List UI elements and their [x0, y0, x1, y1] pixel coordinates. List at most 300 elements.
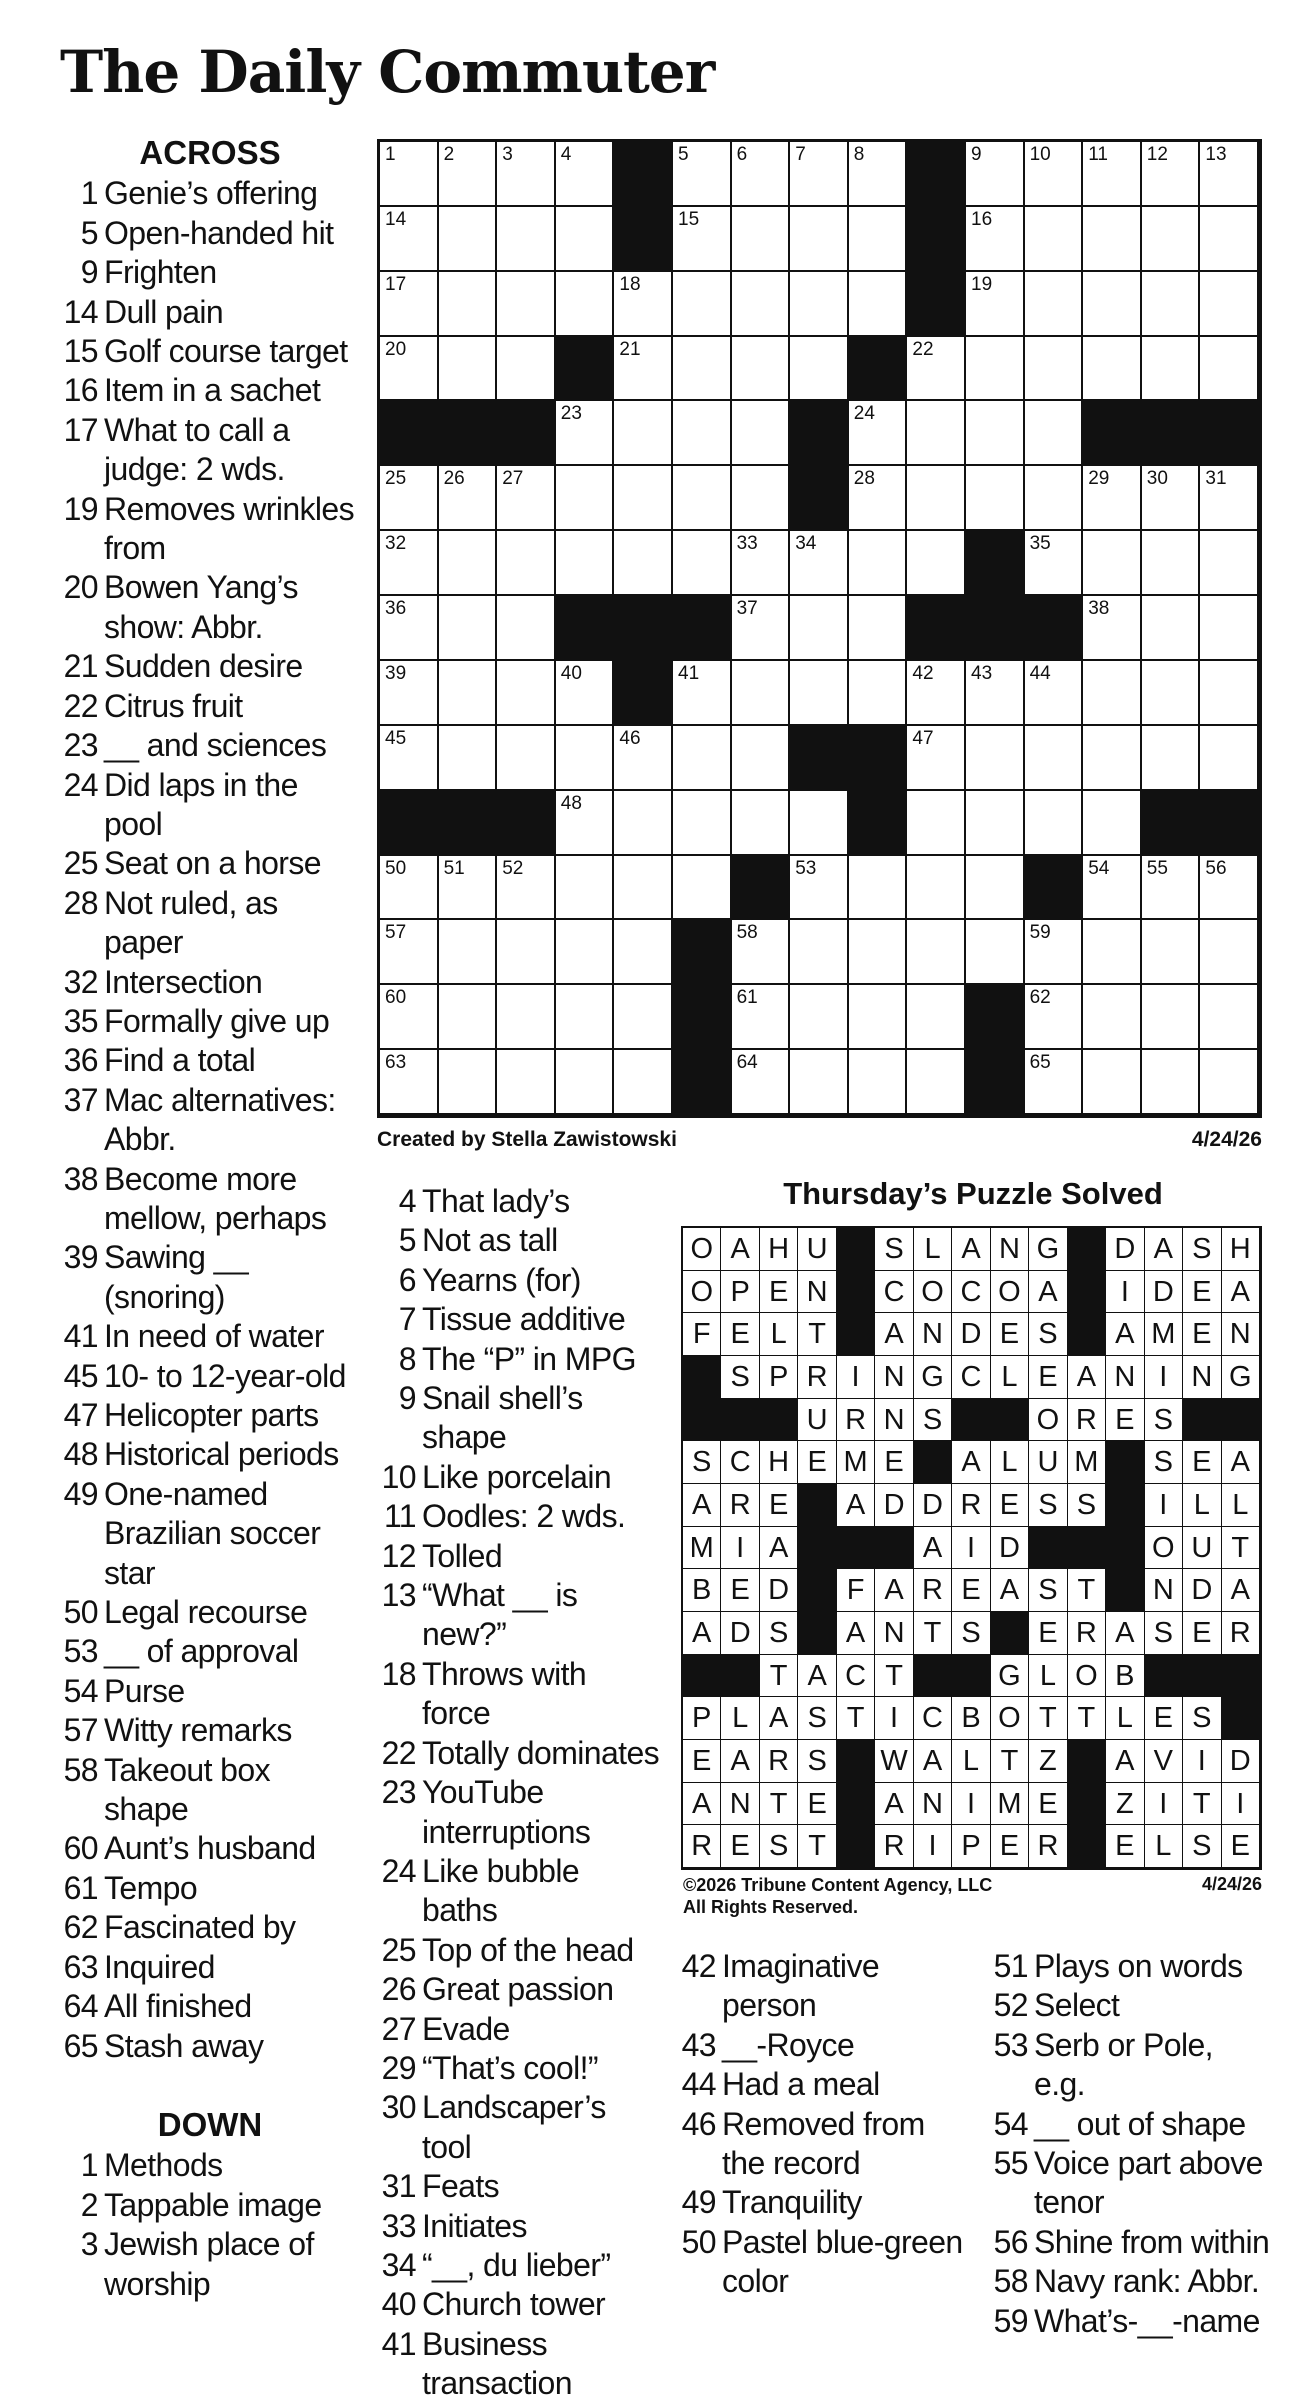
clue	[370, 1300, 660, 1339]
grid-cell[interactable]	[497, 466, 556, 531]
grid-cell[interactable]	[1025, 142, 1084, 207]
grid-cell[interactable]	[673, 856, 732, 921]
grid-cell[interactable]	[497, 856, 556, 921]
copyright-date: 4/24/26	[1201, 1874, 1262, 1894]
solved-cell: S	[1183, 1825, 1221, 1868]
crossword-grid[interactable]	[377, 139, 1262, 1118]
grid-cell[interactable]	[732, 985, 791, 1050]
grid-cell[interactable]	[614, 726, 673, 791]
grid-cell[interactable]	[1142, 207, 1201, 272]
grid-cell[interactable]	[556, 1050, 615, 1115]
grid-cell[interactable]	[556, 920, 615, 985]
grid-cell[interactable]	[849, 531, 908, 596]
grid-cell[interactable]	[1025, 920, 1084, 985]
solved-cell: E	[1183, 1441, 1221, 1484]
grid-cell[interactable]	[1200, 207, 1259, 272]
grid-cell[interactable]	[849, 272, 908, 337]
grid-cell[interactable]	[790, 920, 849, 985]
grid-cell[interactable]	[907, 531, 966, 596]
solved-cell: L	[721, 1697, 759, 1740]
grid-cell[interactable]	[1083, 596, 1142, 661]
grid-cell[interactable]	[673, 466, 732, 531]
grid-cell[interactable]	[849, 142, 908, 207]
solved-cell: L	[1222, 1484, 1260, 1527]
solved-block	[1068, 1527, 1106, 1570]
grid-cell[interactable]	[966, 337, 1025, 402]
solved-cell: G	[1029, 1228, 1067, 1271]
grid-cell[interactable]	[380, 466, 439, 531]
grid-cell[interactable]	[1200, 985, 1259, 1050]
grid-cell[interactable]	[556, 661, 615, 726]
solved-cell: S	[1029, 1484, 1067, 1527]
grid-cell[interactable]	[614, 272, 673, 337]
grid-cell[interactable]	[1142, 337, 1201, 402]
grid-cell[interactable]	[673, 272, 732, 337]
down-clues-column-1	[60, 2105, 360, 2304]
grid-cell[interactable]	[907, 466, 966, 531]
cell-number: 26	[443, 468, 465, 490]
clue	[370, 2285, 660, 2324]
grid-cell[interactable]	[497, 337, 556, 402]
grid-cell[interactable]	[732, 142, 791, 207]
grid-cell[interactable]	[380, 856, 439, 921]
grid-cell[interactable]	[497, 142, 556, 207]
cell-number: 28	[853, 468, 875, 490]
grid-cell[interactable]	[732, 401, 791, 466]
clue-text: __ out of shape	[1034, 2105, 1246, 2142]
grid-cell[interactable]	[1200, 466, 1259, 531]
grid-cell[interactable]	[1083, 791, 1142, 856]
grid-cell[interactable]	[732, 272, 791, 337]
solved-cell: I	[1106, 1271, 1144, 1314]
grid-block	[1025, 596, 1084, 661]
grid-cell[interactable]	[556, 466, 615, 531]
grid-cell[interactable]	[556, 985, 615, 1050]
cell-number: 44	[1029, 662, 1051, 684]
grid-cell[interactable]	[380, 142, 439, 207]
grid-cell[interactable]	[1200, 856, 1259, 921]
grid-cell[interactable]	[439, 856, 498, 921]
solved-block	[1068, 1783, 1106, 1826]
grid-cell[interactable]	[439, 142, 498, 207]
grid-cell[interactable]	[1025, 726, 1084, 791]
solved-cell: R	[1029, 1825, 1067, 1868]
grid-cell[interactable]	[439, 726, 498, 791]
grid-cell[interactable]	[849, 596, 908, 661]
clue	[370, 1221, 660, 1260]
solved-block	[914, 1655, 952, 1698]
grid-cell[interactable]	[380, 207, 439, 272]
solved-block	[798, 1569, 836, 1612]
grid-cell[interactable]	[497, 207, 556, 272]
grid-cell[interactable]	[966, 726, 1025, 791]
cell-number: 24	[853, 403, 875, 425]
clue-text: Shine from within	[1034, 2223, 1270, 2260]
grid-cell[interactable]	[497, 1050, 556, 1115]
grid-cell[interactable]	[1083, 661, 1142, 726]
grid-cell[interactable]	[732, 596, 791, 661]
solved-cell: P	[760, 1356, 798, 1399]
grid-cell[interactable]	[1083, 531, 1142, 596]
solved-cell: E	[1222, 1825, 1260, 1868]
grid-cell[interactable]	[556, 856, 615, 921]
clue-text: All finished	[104, 1988, 252, 2025]
cell-number: 7	[795, 144, 806, 165]
clue	[60, 1435, 360, 1474]
solved-cell: S	[721, 1356, 759, 1399]
grid-cell[interactable]	[1083, 207, 1142, 272]
cell-number: 20	[385, 338, 407, 360]
solved-cell: A	[683, 1612, 721, 1655]
grid-block	[673, 596, 732, 661]
grid-cell[interactable]	[614, 985, 673, 1050]
grid-cell[interactable]	[673, 142, 732, 207]
cell-number: 59	[1029, 922, 1051, 944]
grid-block	[907, 272, 966, 337]
clue-number: 59	[993, 2302, 1028, 2339]
grid-cell[interactable]	[439, 337, 498, 402]
grid-block	[907, 596, 966, 661]
clue	[670, 2026, 970, 2065]
grid-cell[interactable]	[439, 985, 498, 1050]
grid-cell[interactable]	[556, 142, 615, 207]
grid-cell[interactable]	[380, 985, 439, 1050]
grid-cell[interactable]	[1025, 401, 1084, 466]
grid-block	[380, 791, 439, 856]
solved-cell: S	[1145, 1399, 1183, 1442]
clue-text: Not ruled, as paper	[104, 884, 278, 961]
grid-cell[interactable]	[790, 142, 849, 207]
grid-cell[interactable]	[380, 531, 439, 596]
grid-cell[interactable]	[1142, 920, 1201, 985]
grid-cell[interactable]	[497, 985, 556, 1050]
clue-number: 44	[681, 2066, 716, 2103]
grid-cell[interactable]	[497, 920, 556, 985]
grid-cell[interactable]	[849, 920, 908, 985]
solved-cell: C	[952, 1271, 990, 1314]
grid-cell[interactable]	[614, 466, 673, 531]
grid-cell[interactable]	[673, 337, 732, 402]
grid-cell[interactable]	[966, 142, 1025, 207]
grid-cell[interactable]	[1025, 337, 1084, 402]
grid-cell[interactable]	[439, 531, 498, 596]
clue	[60, 1869, 360, 1908]
grid-cell[interactable]	[1083, 272, 1142, 337]
grid-block	[439, 401, 498, 466]
grid-cell[interactable]	[907, 401, 966, 466]
clue	[60, 2225, 360, 2304]
grid-cell[interactable]	[732, 531, 791, 596]
clue	[60, 253, 360, 292]
grid-cell[interactable]	[732, 661, 791, 726]
clue-text: Inquired	[104, 1948, 215, 1985]
grid-cell[interactable]	[790, 661, 849, 726]
grid-cell[interactable]	[849, 401, 908, 466]
grid-cell[interactable]	[732, 466, 791, 531]
grid-cell[interactable]	[1083, 985, 1142, 1050]
clue	[60, 293, 360, 332]
grid-cell[interactable]	[497, 272, 556, 337]
grid-cell[interactable]	[1083, 1050, 1142, 1115]
solved-cell: L	[914, 1228, 952, 1271]
grid-cell[interactable]	[1200, 661, 1259, 726]
grid-cell[interactable]	[1200, 142, 1259, 207]
solved-cell: D	[1222, 1740, 1260, 1783]
solved-cell: V	[1145, 1740, 1183, 1783]
grid-cell[interactable]	[907, 726, 966, 791]
grid-cell[interactable]	[1142, 661, 1201, 726]
clue-text: In need of water	[104, 1318, 324, 1355]
grid-cell[interactable]	[556, 791, 615, 856]
grid-cell[interactable]	[1142, 531, 1201, 596]
grid-cell[interactable]	[1025, 985, 1084, 1050]
grid-cell[interactable]	[1200, 920, 1259, 985]
cell-number: 46	[619, 727, 641, 749]
grid-cell[interactable]	[673, 661, 732, 726]
grid-cell[interactable]	[497, 661, 556, 726]
grid-cell[interactable]	[556, 531, 615, 596]
grid-cell[interactable]	[1025, 791, 1084, 856]
cell-number: 41	[678, 662, 700, 684]
clue	[60, 726, 360, 765]
clue-number: 53	[993, 2026, 1028, 2063]
grid-cell[interactable]	[673, 207, 732, 272]
grid-cell[interactable]	[380, 1050, 439, 1115]
grid-cell[interactable]	[966, 791, 1025, 856]
grid-cell[interactable]	[907, 985, 966, 1050]
grid-cell[interactable]	[673, 531, 732, 596]
grid-cell[interactable]	[732, 207, 791, 272]
grid-cell[interactable]	[966, 661, 1025, 726]
clue	[982, 2223, 1272, 2262]
grid-cell[interactable]	[849, 1050, 908, 1115]
grid-cell[interactable]	[907, 661, 966, 726]
grid-cell[interactable]	[380, 920, 439, 985]
grid-cell[interactable]	[439, 1050, 498, 1115]
grid-cell[interactable]	[1083, 142, 1142, 207]
solved-cell: N	[914, 1313, 952, 1356]
clue-text: Tissue additive	[422, 1301, 626, 1338]
grid-cell[interactable]	[907, 337, 966, 402]
solved-cell: Z	[1106, 1783, 1144, 1826]
solved-cell: H	[760, 1228, 798, 1271]
cell-number: 15	[678, 208, 700, 230]
grid-cell[interactable]	[1142, 142, 1201, 207]
grid-cell[interactable]	[614, 856, 673, 921]
solved-block	[837, 1825, 875, 1868]
grid-cell[interactable]	[439, 596, 498, 661]
solved-block	[991, 1399, 1029, 1442]
solved-cell: S	[683, 1441, 721, 1484]
clue-number: 24	[381, 1852, 416, 1889]
grid-cell[interactable]	[439, 272, 498, 337]
grid-cell[interactable]	[614, 531, 673, 596]
clue-number: 47	[63, 1397, 98, 1433]
grid-cell[interactable]	[556, 207, 615, 272]
solved-cell: P	[952, 1825, 990, 1868]
grid-cell[interactable]	[497, 531, 556, 596]
grid-cell[interactable]	[1200, 726, 1259, 791]
clue	[60, 174, 360, 213]
grid-cell[interactable]	[1025, 272, 1084, 337]
grid-cell[interactable]	[614, 337, 673, 402]
grid-cell[interactable]	[907, 1050, 966, 1115]
clue-number: 17	[63, 411, 98, 448]
grid-cell[interactable]	[1025, 661, 1084, 726]
grid-cell[interactable]	[439, 466, 498, 531]
grid-cell[interactable]	[790, 272, 849, 337]
grid-cell[interactable]	[1142, 466, 1201, 531]
grid-cell[interactable]	[1083, 466, 1142, 531]
grid-cell[interactable]	[732, 1050, 791, 1115]
grid-block	[849, 726, 908, 791]
grid-cell[interactable]	[790, 1050, 849, 1115]
clue-text: Voice part above tenor	[1034, 2145, 1263, 2221]
grid-cell[interactable]	[556, 401, 615, 466]
grid-cell[interactable]	[1025, 466, 1084, 531]
grid-cell[interactable]	[790, 531, 849, 596]
grid-cell[interactable]	[849, 207, 908, 272]
grid-cell[interactable]	[439, 661, 498, 726]
grid-cell[interactable]	[380, 596, 439, 661]
solved-cell: D	[914, 1484, 952, 1527]
solved-cell: A	[1106, 1740, 1144, 1783]
solved-cell: E	[1106, 1399, 1144, 1442]
clue-text: Like porcelain	[422, 1458, 612, 1495]
solved-cell: L	[1183, 1484, 1221, 1527]
clue-number: 55	[993, 2145, 1028, 2182]
grid-cell[interactable]	[380, 726, 439, 791]
grid-cell[interactable]	[1200, 1050, 1259, 1115]
grid-cell[interactable]	[614, 401, 673, 466]
clue	[370, 1379, 660, 1458]
grid-cell[interactable]	[1142, 856, 1201, 921]
grid-cell[interactable]	[790, 985, 849, 1050]
solved-cell: T	[1068, 1697, 1106, 1740]
grid-cell[interactable]	[556, 272, 615, 337]
grid-cell[interactable]	[556, 726, 615, 791]
grid-cell[interactable]	[732, 920, 791, 985]
grid-cell[interactable]	[673, 726, 732, 791]
solved-cell: L	[760, 1313, 798, 1356]
grid-cell[interactable]	[790, 596, 849, 661]
solved-cell: R	[683, 1825, 721, 1868]
grid-cell[interactable]	[673, 401, 732, 466]
solved-cell: A	[837, 1484, 875, 1527]
grid-cell[interactable]	[966, 272, 1025, 337]
copyright-line-1: ©2026 Tribune Content Agency, LLC	[683, 1875, 993, 1895]
grid-cell[interactable]	[1142, 985, 1201, 1050]
grid-cell[interactable]	[673, 791, 732, 856]
grid-cell[interactable]	[1200, 531, 1259, 596]
grid-cell[interactable]	[1083, 337, 1142, 402]
grid-cell[interactable]	[439, 920, 498, 985]
grid-cell[interactable]	[1142, 272, 1201, 337]
solved-cell: G	[914, 1356, 952, 1399]
grid-cell[interactable]	[790, 337, 849, 402]
grid-cell[interactable]	[966, 856, 1025, 921]
clue	[60, 1160, 360, 1239]
grid-cell[interactable]	[790, 207, 849, 272]
grid-cell[interactable]	[1200, 337, 1259, 402]
solved-cell: N	[1106, 1356, 1144, 1399]
clue-text: “That’s cool!”	[422, 2049, 598, 2086]
grid-block	[790, 466, 849, 531]
grid-cell[interactable]	[966, 920, 1025, 985]
solved-cell: A	[914, 1527, 952, 1570]
grid-block	[497, 401, 556, 466]
solved-cell: O	[991, 1697, 1029, 1740]
grid-cell[interactable]	[907, 920, 966, 985]
cell-number: 39	[385, 662, 407, 684]
grid-cell[interactable]	[849, 856, 908, 921]
grid-cell[interactable]	[1200, 596, 1259, 661]
grid-cell[interactable]	[732, 337, 791, 402]
grid-cell[interactable]	[380, 661, 439, 726]
clue-text: Item in a sachet	[104, 372, 321, 409]
grid-cell[interactable]	[497, 726, 556, 791]
solved-cell: D	[991, 1527, 1029, 1570]
clue	[60, 963, 360, 1002]
grid-cell[interactable]	[1142, 726, 1201, 791]
across-heading: ACROSS	[139, 134, 281, 171]
grid-cell[interactable]	[732, 791, 791, 856]
grid-cell[interactable]	[849, 661, 908, 726]
grid-cell[interactable]	[732, 726, 791, 791]
cell-number: 62	[1029, 987, 1051, 1009]
grid-cell[interactable]	[439, 207, 498, 272]
grid-cell[interactable]	[1142, 596, 1201, 661]
grid-cell[interactable]	[1025, 531, 1084, 596]
clue-number: 46	[681, 2105, 716, 2142]
solved-cell: R	[1068, 1399, 1106, 1442]
grid-cell[interactable]	[1083, 856, 1142, 921]
clue	[370, 1458, 660, 1497]
grid-cell[interactable]	[1025, 207, 1084, 272]
grid-cell[interactable]	[966, 401, 1025, 466]
cell-number: 29	[1088, 468, 1110, 490]
grid-cell[interactable]	[790, 856, 849, 921]
grid-cell[interactable]	[614, 920, 673, 985]
clue-text: Evade	[422, 2010, 510, 2047]
grid-cell[interactable]	[380, 272, 439, 337]
clue	[982, 2262, 1272, 2301]
grid-cell[interactable]	[497, 596, 556, 661]
grid-cell[interactable]	[1083, 726, 1142, 791]
grid-cell[interactable]	[380, 337, 439, 402]
grid-cell[interactable]	[1142, 1050, 1201, 1115]
grid-cell[interactable]	[1025, 1050, 1084, 1115]
clue	[60, 2027, 360, 2066]
grid-cell[interactable]	[614, 791, 673, 856]
grid-cell[interactable]	[614, 1050, 673, 1115]
solved-cell: E	[798, 1441, 836, 1484]
solved-cell: L	[991, 1356, 1029, 1399]
grid-cell[interactable]	[790, 791, 849, 856]
grid-cell[interactable]	[849, 466, 908, 531]
grid-cell[interactable]	[966, 207, 1025, 272]
grid-cell[interactable]	[907, 856, 966, 921]
grid-cell[interactable]	[966, 466, 1025, 531]
solved-cell: U	[1029, 1441, 1067, 1484]
clue-number: 15	[63, 333, 98, 370]
clue-number: 12	[381, 1537, 416, 1574]
cell-number: 6	[736, 144, 748, 165]
grid-cell[interactable]	[849, 985, 908, 1050]
grid-cell[interactable]	[1200, 272, 1259, 337]
grid-cell[interactable]	[907, 791, 966, 856]
grid-cell[interactable]	[1083, 920, 1142, 985]
